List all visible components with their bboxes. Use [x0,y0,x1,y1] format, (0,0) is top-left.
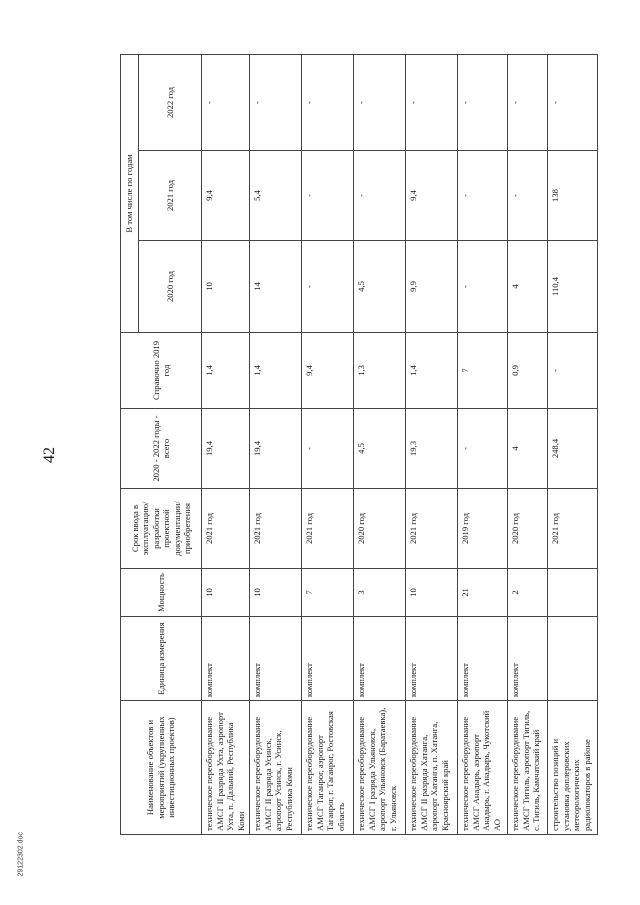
row-ref2019: 1,4 [202,333,250,409]
header-2021: 2021 год [139,151,202,241]
row-total: 19,4 [250,409,302,489]
row-2022: - [354,55,406,151]
row-capacity: 10 [250,569,302,617]
row-ref2019: 1,3 [354,333,406,409]
row-term: 2021 год [202,489,250,569]
row-ref2019: 1,4 [250,333,302,409]
row-term: 2021 год [406,489,458,569]
row-total: 4,5 [354,409,406,489]
table-row [458,55,508,835]
table-row [302,55,354,835]
row-total: 19,3 [406,409,458,489]
row-capacity: 3 [354,569,406,617]
header-capacity: Мощность [121,569,202,617]
row-2022: - [202,55,250,151]
row-ref2019: 7 [458,333,508,409]
row-2021: 5,4 [250,151,302,241]
row-name: техническое переоборудование АМСГ Анадырь, аэропорт Анадырь, г. Анадырь, Чукотский АО [458,701,508,835]
row-2021: 138 [548,151,598,241]
row-2021: 9,4 [202,151,250,241]
row-capacity: 10 [406,569,458,617]
row-name: техническое переоборудование АМСГ II разряда Ухта, аэропорт Ухта, п. Дальний, Республика Коми [202,701,250,835]
row-unit: комплект [302,617,354,701]
row-2022: - [302,55,354,151]
row-unit: комплект [508,617,548,701]
table-row [406,55,458,835]
row-2020: 4,5 [354,241,406,333]
row-ref2019: 0,9 [508,333,548,409]
header-by-year: В том числе по годам [121,55,139,333]
table-row [354,55,406,835]
row-name: техническое переоборудование АМСГ II разряда Хатанга, аэропорт Хатанга, п. Хатанга, Красноярский край [406,701,458,835]
row-name: строительство позиций и установка доплеровских метеорологических радиолокаторов в районе [548,701,598,835]
page-number: 42 [41,447,58,463]
row-unit [548,617,598,701]
row-capacity: 10 [202,569,250,617]
row-total: - [302,409,354,489]
row-name: техническое переоборудование АМСГ Таганрог, аэропорт Таганрог, г. Таганрог, Ростовская область [302,701,354,835]
table-row [202,55,250,835]
row-2020: 110,4 [548,241,598,333]
row-2020: 10 [202,241,250,333]
row-term: 2020 год [508,489,548,569]
row-name: техническое переоборудование АМСГ I разряда Ульяновск, аэропорт Ульяновск (Баратаевка), г. Ульяновск [354,701,406,835]
row-2022: - [458,55,508,151]
row-name: техническое переоборудование АМСГ II разряда Усинск, аэропорт Усинск, г. Усинск, Республика Коми [250,701,302,835]
row-2021: 9,4 [406,151,458,241]
header-ref2019: Справочно 2019 год [121,333,202,409]
table-row [508,55,548,835]
row-term: 2021 год [548,489,598,569]
row-2020: 9,9 [406,241,458,333]
row-capacity: 7 [302,569,354,617]
header-2020: 2020 год [139,241,202,333]
header-total: 2020 - 2022 годы - всего [121,409,202,489]
row-total: 248,4 [548,409,598,489]
row-ref2019: - [548,333,598,409]
row-name: техническое переоборудование АМСГ Тигиль, аэропорт Тигиль, с. Тигиль, Камчатский край [508,701,548,835]
row-2022: - [406,55,458,151]
row-2022: - [508,55,548,151]
row-unit: комплект [250,617,302,701]
row-capacity: 2 [508,569,548,617]
file-name: 29122302.doc [17,832,25,877]
row-ref2019: 1,4 [406,333,458,409]
row-2020: 4 [508,241,548,333]
row-ref2019: 9,4 [302,333,354,409]
header-row-1 [121,55,139,835]
row-capacity: 21 [458,569,508,617]
table-row [250,55,302,835]
row-total: 19,4 [202,409,250,489]
header-name: Наименование объектов и мероприятий (укрупненных инвестиционных проектов) [121,701,202,835]
row-2020: - [458,241,508,333]
row-2021: - [354,151,406,241]
row-term: 2021 год [302,489,354,569]
row-2022: - [548,55,598,151]
header-2022: 2022 год [139,55,202,151]
table-row [548,55,598,835]
row-capacity [548,569,598,617]
investment-table [120,54,598,835]
row-unit: комплект [458,617,508,701]
row-2021: - [508,151,548,241]
row-2022: - [250,55,302,151]
row-2021: - [302,151,354,241]
row-term: 2019 год [458,489,508,569]
row-2020: 14 [250,241,302,333]
row-total: 4 [508,409,548,489]
row-term: 2021 год [250,489,302,569]
row-total: - [458,409,508,489]
row-term: 2020 год [354,489,406,569]
header-term: Срок ввода в эксплуатацию/ разработки проектной документации/ приобретения [121,489,202,569]
row-unit: комплект [202,617,250,701]
row-unit: комплект [406,617,458,701]
row-unit: комплект [354,617,406,701]
row-2021: - [458,151,508,241]
row-2020: - [302,241,354,333]
rotated-page [120,55,600,835]
header-unit: Единица измерения [121,617,202,701]
